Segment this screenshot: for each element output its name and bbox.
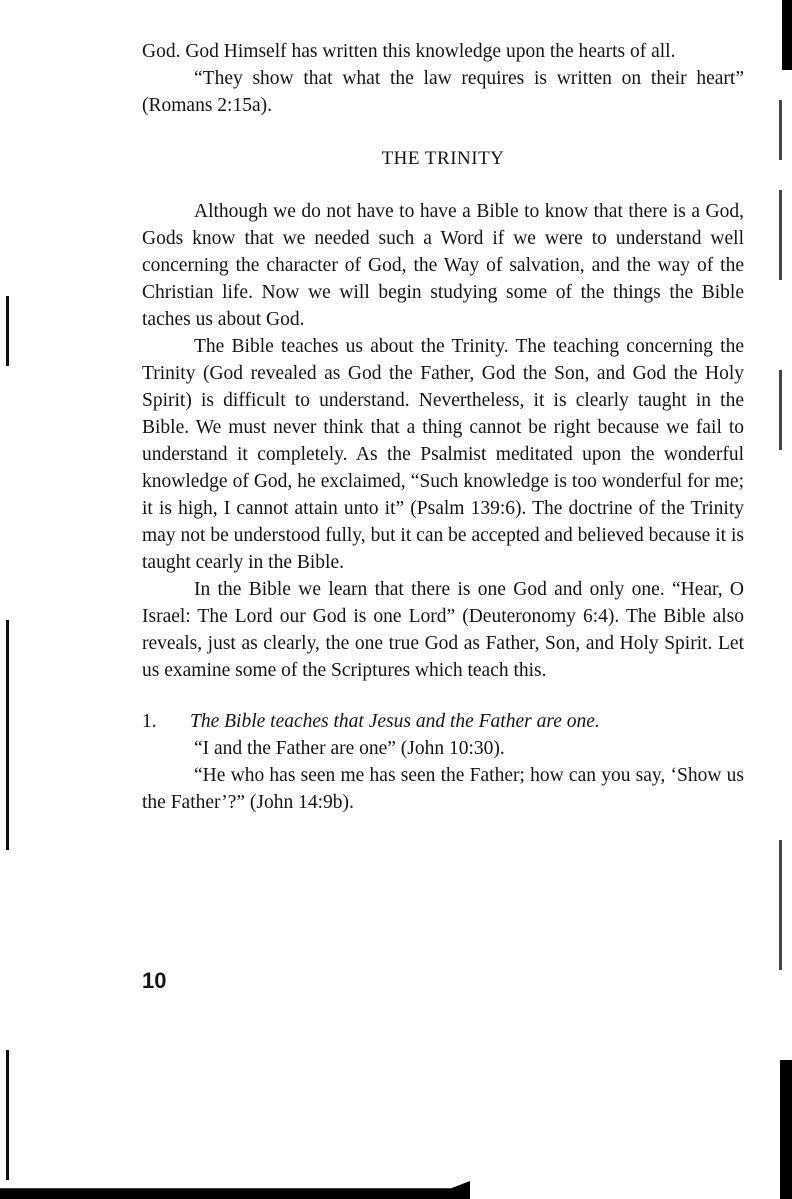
paragraph-continuation: God. God Himself has written this knowledge upon the hearts of all.: [142, 41, 676, 62]
scan-mark-left: [6, 1050, 9, 1180]
scan-edge-top-band: [782, 0, 792, 70]
page-content: [142, 38, 744, 816]
scan-edge-right: [776, 0, 792, 1199]
section-heading: THE TRINITY: [381, 148, 505, 169]
list-item: [142, 708, 744, 735]
list-text: The Bible teaches that Jesus and the Father are one.: [190, 711, 600, 732]
scan-mark-left: [6, 620, 9, 850]
quote-john-14: “He who has seen me has seen the Father; how can you say, ‘Show us the Father’?” (John 14:9b).: [142, 765, 744, 813]
page-number: 10: [142, 968, 167, 993]
scan-edge-bottom-band: [780, 1060, 792, 1199]
scan-speck: [779, 840, 782, 970]
scan-edge-bottom: [0, 1181, 470, 1199]
scan-mark-left: [6, 296, 9, 366]
paragraph-one-god: In the Bible we learn that there is one God and only one. “Hear, O Israel: The Lord our God is one Lord” (Deuteronomy 6:4). The Bible also reveals, just as clearly, the one true God as Father, Son, and Holy Spirit. Let us examine some of the Scriptures which teach this.: [142, 579, 744, 681]
quote-john-10: “I and the Father are one” (John 10:30).: [194, 738, 505, 759]
paragraph-trinity: The Bible teaches us about the Trinity. The teaching concerning the Trinity (God revealed as God the Father, God the Son, and God the Holy Spirit) is difficult to understand. Nevertheless, it is clearly taught in the Bible. We must never think that a thing cannot be right because we fail to understand it completely. As the Psalmist meditated upon the wonderful knowledge of God, he exclaimed, “Such knowledge is too wonderful for me; it is high, I cannot attain unto it” (Psalm 139:6). The doctrine of the Trinity may not be understood fully, but it can be accepted and believed because it is taught cearly in the Bible.: [142, 336, 744, 573]
paragraph-intro: Although we do not have to have a Bible to know that there is a God, Gods know that we needed such a Word if we were to understand well concerning the character of God, the Way of salvation, and the way of the Christian life. Now we will begin studying some of the things the Bible taches us about God.: [142, 201, 744, 330]
scan-speck: [779, 190, 782, 280]
scan-speck: [779, 100, 782, 160]
paragraph-romans-quote: “They show that what the law requires is written on their heart” (Romans 2:15a).: [142, 68, 744, 116]
scan-speck: [779, 370, 782, 450]
list-number: 1.: [142, 711, 157, 732]
